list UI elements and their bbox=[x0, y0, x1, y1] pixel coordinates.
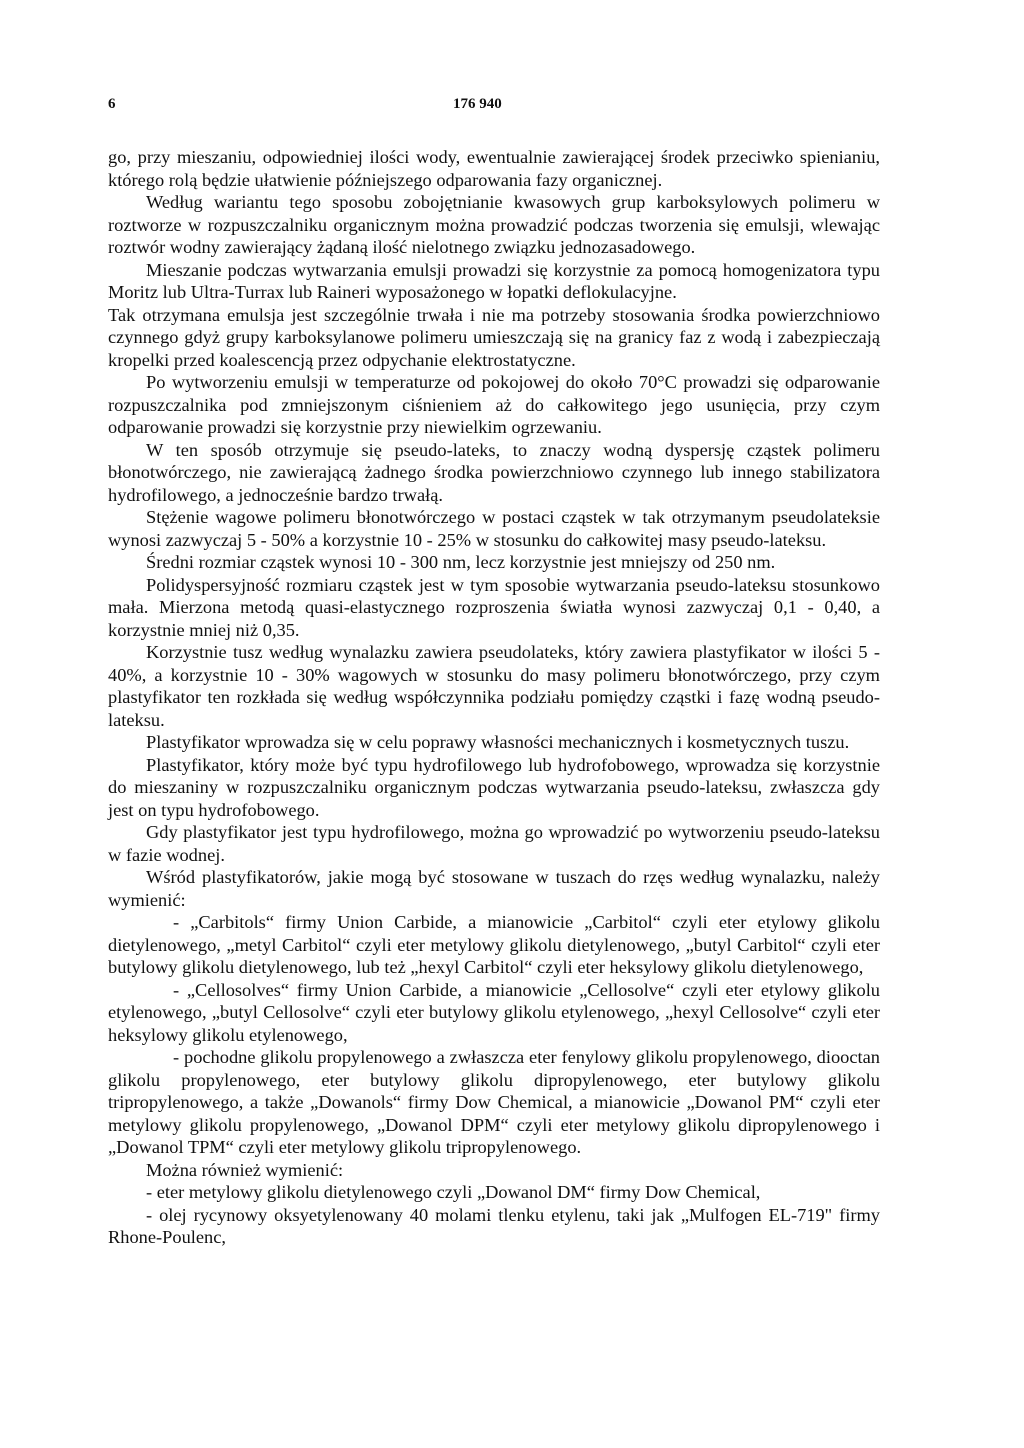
paragraph: Korzystnie tusz według wynalazku zawiera pseudolateks, który zawiera plastyfikator w ilości 5 - 40%, a korzystnie 10 - 30% wagowych w stosunku do masy polimeru błonotwórczego, przy czym plastyfikator ten rozkłada się według współczynnika podziału pomiędzy cząstki i fazę wodną pseudo-lateksu. bbox=[108, 642, 880, 730]
document-number: 176 940 bbox=[453, 96, 502, 112]
paragraph: Średni rozmiar cząstek wynosi 10 - 300 nm, lecz korzystnie jest mniejszy od 250 nm. bbox=[146, 552, 776, 572]
paragraph: Można również wymienić: bbox=[146, 1159, 344, 1180]
page-header bbox=[108, 96, 908, 118]
paragraph: Plastyfikator, który może być typu hydrofilowego lub hydrofobowego, wprowadza się korzystnie do mieszaniny w rozpuszczalniku organicznym podczas wytwarzania pseudo-lateksu, zwłaszcza gdy jest on typu hydrofobowego. bbox=[108, 754, 880, 820]
list-item: - pochodne glikolu propylenowego a zwłaszcza eter fenylowy glikolu propylenowego, diooctan glikolu propylenowego, eter butylowy glikolu dipropylenowego, eter butylowy glikolu tripropylenowego, a także „Dowanols“ firmy Dow Chemical, a mianowicie „Dowanol PM“ czyli eter metylowy glikolu propylenowego, „Dowanol DPM“ czyli eter metylowy glikolu dipropylenowego i „Dowanol TPM“ czyli eter metylowy glikolu tripropylenowego. bbox=[108, 1047, 880, 1157]
paragraph: W ten sposób otrzymuje się pseudo-lateks, to znaczy wodną dyspersję cząstek polimeru błonotwórczego, nie zawierającą żadnego środka powierzchniowo czynnego lub innego stabilizatora hydrofilowego, a jednocześnie bardzo trwałą. bbox=[108, 439, 880, 505]
paragraph: Gdy plastyfikator jest typu hydrofilowego, można go wprowadzić po wytworzeniu pseudo-lateksu w fazie wodnej. bbox=[108, 822, 880, 865]
paragraph: Według wariantu tego sposobu zobojętnianie kwasowych grup karboksylowych polimeru w roztworze w rozpuszczalniku organicznym można prowadzić podczas tworzenia się emulsji, wlewając roztwór wodny zawierający żądaną ilość nielotnego związku jednozasadowego. bbox=[108, 192, 880, 257]
paragraph: Stężenie wagowe polimeru błonotwórczego w postaci cząstek w tak otrzymanym pseudolateksie wynosi zazwyczaj 5 - 50% a korzystnie 10 - 25% w stosunku do całkowitej masy pseudo-lateksu. bbox=[108, 507, 880, 550]
paragraph: go, przy mieszaniu, odpowiedniej ilości wody, ewentualnie zawierającej środek przeciwko spienianiu, którego rolą będzie ułatwienie późniejszego odparowania fazy organicznej. bbox=[108, 147, 880, 190]
paragraph: Plastyfikator wprowadza się w celu poprawy własności mechanicznych i kosmetycznych tuszu. bbox=[146, 732, 850, 752]
list-item: - „Carbitols“ firmy Union Carbide, a mianowicie „Carbitol“ czyli eter etylowy glikolu dietylenowego, „metyl Carbitol“ czyli eter metylowy glikolu dietylenowego, „butyl Carbitol“ czyli eter butylowy glikolu dietylenowego, lub też „hexyl Carbitol“ czyli eter heksylowy glikolu dietylenowego, bbox=[108, 912, 880, 977]
list-item: - eter metylowy glikolu dietylenowego czyli „Dowanol DM“ firmy Dow Chemical, bbox=[146, 1182, 761, 1202]
list-item: - „Cellosolves“ firmy Union Carbide, a mianowicie „Cellosolve“ czyli eter etylowy glikolu etylenowego, „butyl Cellosolve“ czyli eter butylowy glikolu etylenowego, „hexyl Cellosolve“ czyli eter heksylowy glikolu etylenowego, bbox=[108, 979, 880, 1045]
page-number: 6 bbox=[108, 96, 116, 112]
body-text bbox=[108, 146, 880, 1249]
paragraph: Mieszanie podczas wytwarzania emulsji prowadzi się korzystnie za pomocą homogenizatora typu Moritz lub Ultra-Turrax lub Raineri wyposażonego w łopatki deflokulacyjne. bbox=[108, 259, 880, 302]
list-item: - olej rycynowy oksyetylenowany 40 molami tlenku etylenu, taki jak „Mulfogen EL-719" firmy Rhone-Poulenc, bbox=[108, 1204, 880, 1247]
paragraph: Wśród plastyfikatorów, jakie mogą być stosowane w tuszach do rzęs według wynalazku, należy wymienić: bbox=[108, 867, 880, 910]
paragraph: Tak otrzymana emulsja jest szczególnie trwała i nie ma potrzeby stosowania środka powierzchniowo czynnego gdyż grupy karboksylanowe polimeru umieszczają się na granicy faz z wodą i zabezpieczają kropelki przed koalescencją przez odpychanie elektrostatyczne. bbox=[108, 304, 880, 370]
paragraph: Po wytworzeniu emulsji w temperaturze od pokojowej do około 70°C prowadzi się odparowanie rozpuszczalnika pod zmniejszonym ciśnieniem aż do całkowitego jego usunięcia, przy czym odparowanie prowadzi się korzystnie przy niewielkim ogrzewaniu. bbox=[108, 372, 880, 437]
paragraph: Polidyspersyjność rozmiaru cząstek jest w tym sposobie wytwarzania pseudo-lateksu stosunkowo mała. Mierzona metodą quasi-elastycznego rozproszenia światła wynosi zazwyczaj 0,1 - 0,40, a korzystnie mniej niż 0,35. bbox=[108, 574, 880, 640]
